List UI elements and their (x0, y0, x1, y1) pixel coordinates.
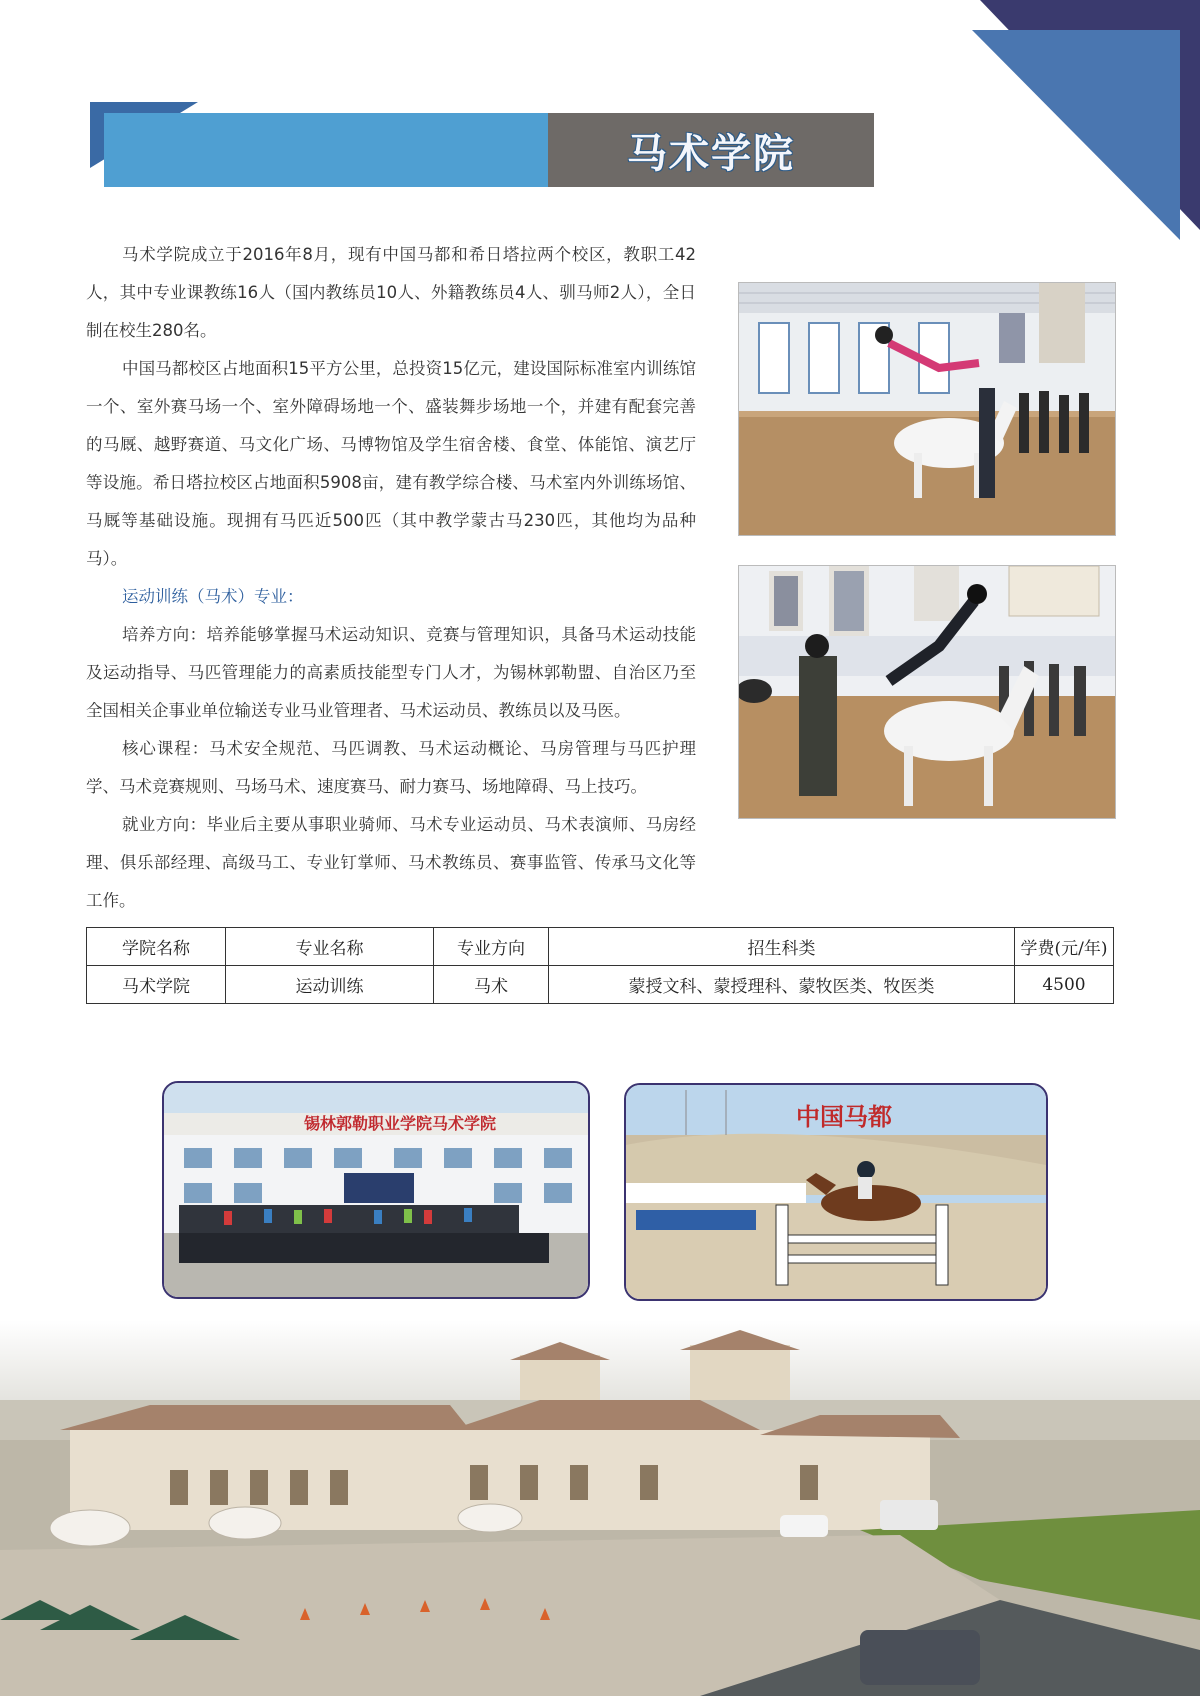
table-header: 招生科类 (549, 928, 1015, 966)
table-row (87, 966, 1114, 1004)
table-header: 学费(元/年) (1015, 928, 1114, 966)
major-subheading: 运动训练（马术）专业： (122, 587, 304, 606)
table-cell: 马术学院 (87, 966, 226, 1004)
table-cell: 马术 (434, 966, 549, 1004)
paragraph-intro: 马术学院成立于2016年8月，现有中国马都和希日塔拉两个校区，教职工42人，其中专业课教练16人（国内教练员10人、外籍教练员4人、驯马师2人），全日制在校生280名。 (86, 245, 696, 340)
table-header-row (87, 928, 1114, 966)
paragraph-courses: 核心课程：马术安全规范、马匹调教、马术运动概论、马房管理与马匹护理学、马术竞赛规则、马场马术、速度赛马、耐力赛马、场地障碍、马上技巧。 (86, 739, 696, 796)
table-header: 学院名称 (87, 928, 226, 966)
page-title: 马术学院 (627, 130, 795, 177)
body-text (86, 236, 696, 920)
photo-show-jumping (624, 1083, 1048, 1301)
park-sign: 中国马都 (796, 1103, 892, 1131)
table-cell: 蒙授文科、蒙授理科、蒙牧医类、牧医类 (549, 966, 1015, 1004)
banner-title-box (548, 113, 874, 187)
paragraph-careers: 就业方向：毕业后主要从事职业骑师、马术专业运动员、马术表演师、马房经理、俱乐部经理、高级马工、专业钉掌师、马术教练员、赛事监管、传承马文化等工作。 (86, 815, 696, 910)
corner-decoration (970, 0, 1200, 250)
photo-horse-standing (738, 565, 1116, 819)
table-header: 专业方向 (434, 928, 549, 966)
enrollment-table (86, 927, 1114, 1004)
photo-indoor-vaulting (738, 282, 1116, 536)
building-sign: 锡林郭勒职业学院马术学院 (304, 1114, 497, 1133)
paragraph-campus: 中国马都校区占地面积15平方公里，总投资15亿元，建设国际标准室内训练馆一个、室外赛马场一个、室外障碍场地一个、盛装舞步场地一个，并建有配套完善的马厩、越野赛道、马文化广场、马博物馆及学生宿舍楼、食堂、体能馆、演艺厅等设施。希日塔拉校区占地面积5908亩，建有教学综合楼、马术室内外训练场馆、马厩等基础设施。现拥有马匹近500匹（其中教学蒙古马230匹，其他均为品种马）。 (86, 359, 696, 568)
banner-blue-bar (104, 113, 550, 187)
photo-college-group (162, 1081, 590, 1299)
table-header: 专业名称 (226, 928, 434, 966)
paragraph-training: 培养方向：培养能够掌握马术运动知识、竞赛与管理知识，具备马术运动技能及运动指导、马匹管理能力的高素质技能型专门人才，为锡林郭勒盟、自治区乃至全国相关企事业单位输送专业马业管理者、马术运动员、教练员以及马医。 (86, 625, 696, 720)
photo-campus-panorama (0, 1320, 1200, 1696)
table-cell: 运动训练 (226, 966, 434, 1004)
table-cell: 4500 (1015, 966, 1114, 1004)
